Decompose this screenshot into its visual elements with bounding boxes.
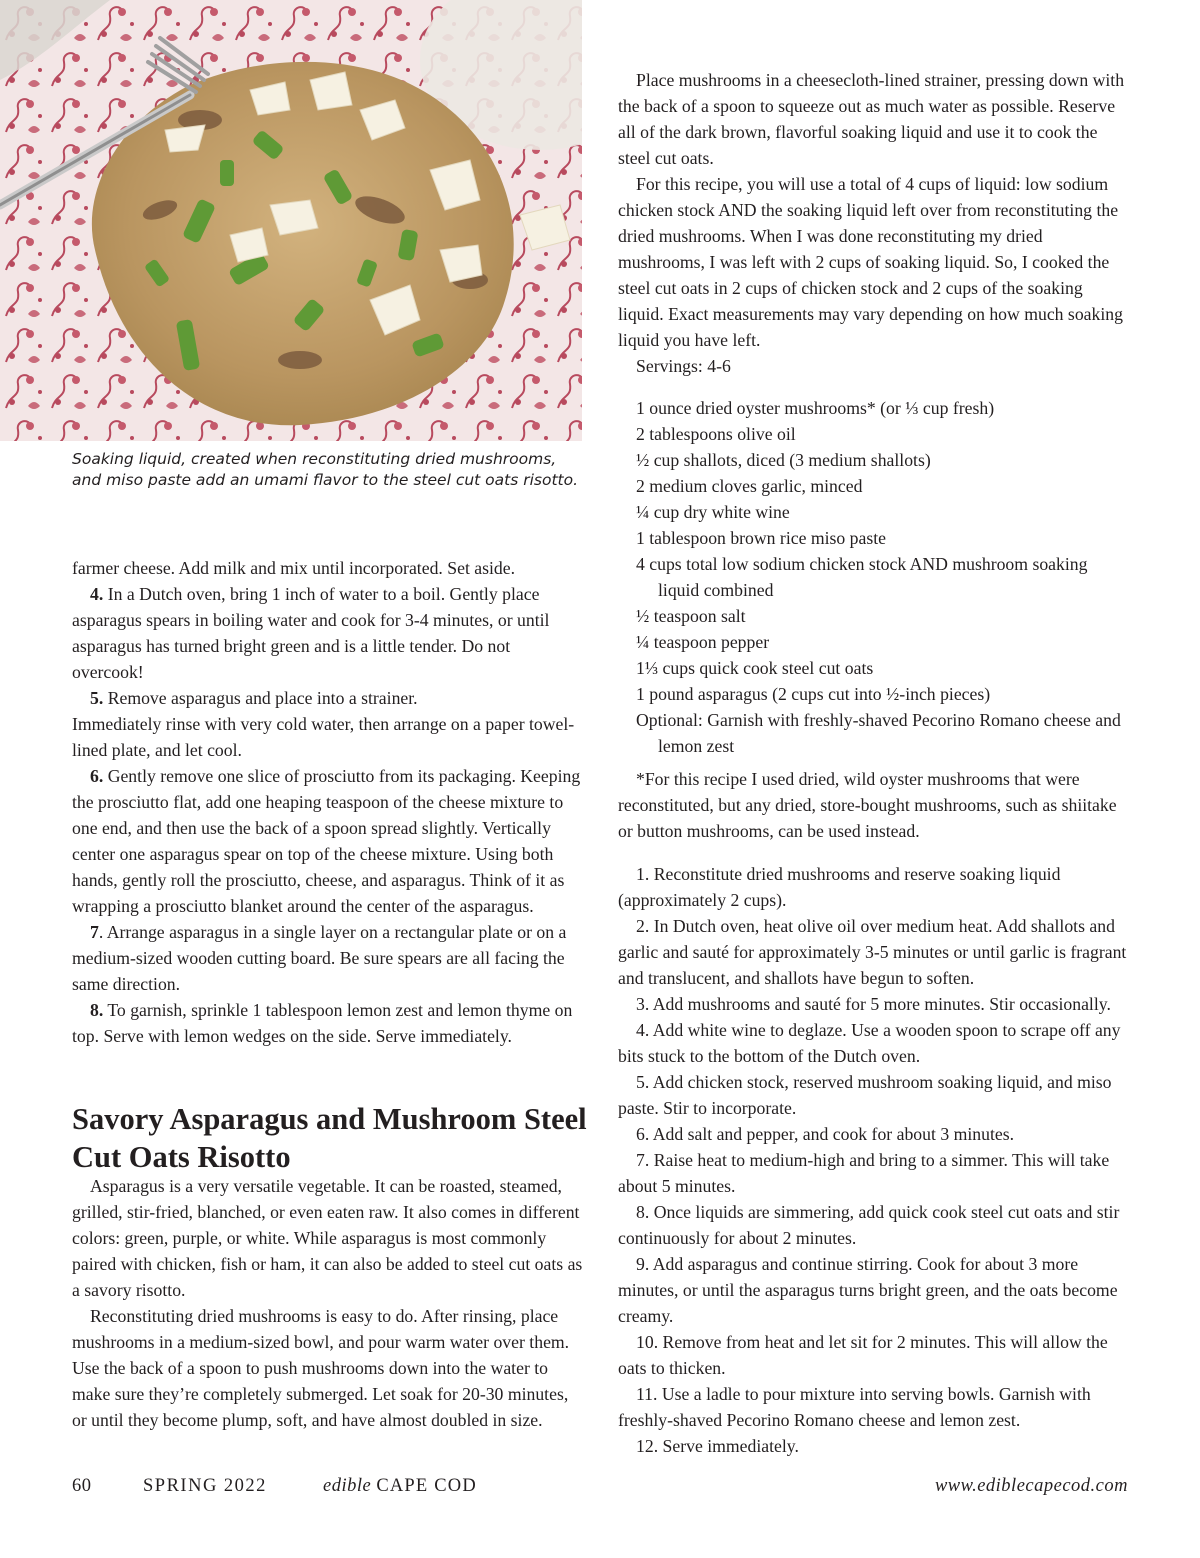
ingredient-item: 2 tablespoons olive oil (636, 424, 796, 444)
risotto-photo (0, 0, 582, 441)
recipe-intro-left (72, 1173, 584, 1433)
step-item: 3. Add mushrooms and sauté for 5 more minutes. Stir occasionally. (636, 994, 1111, 1014)
issue-label: SPRING 2022 (143, 1476, 267, 1496)
intro-paragraph: Asparagus is a very versatile vegetable. It can be roasted, steamed, grilled, stir-fried, blanched, or even eaten raw. It also comes in different colors: green, purple, or white. While asparagus is most commonly paired with chicken, fish or ham, it can also be added to steel cut oats as a savory risotto. (72, 1176, 583, 1300)
brand-rest: CAPE COD (376, 1476, 477, 1496)
instruction-step: 4. In a Dutch oven, bring 1 inch of water to a boil. Gently place asparagus spears in boiling water and cook for 3-4 minutes, or until asparagus has turned bright green and is a little tender. Do not overcook! (72, 584, 550, 682)
instruction-line: farmer cheese. Add milk and mix until incorporated. Set aside. (72, 558, 516, 578)
ingredient-item: 1 pound asparagus (2 cups cut into ½-inch pieces) (636, 684, 991, 704)
instruction-step: 6. Gently remove one slice of prosciutto from its packaging. Keeping the prosciutto flat, add one heaping teaspoon of the cheese mixture to one end, and then use the back of a spoon spread slightly. Vertically center one asparagus spear on top of the cheese mixture. Using both hands, gently roll the prosciutto, cheese, and asparagus. Think of it as wrapping a prosciutto blanket around the center of the asparagus. (72, 766, 581, 916)
ingredient-item: 1⅓ cups quick cook steel cut oats (636, 658, 874, 678)
intro-paragraph: For this recipe, you will use a total of 4 cups of liquid: low sodium chicken stock AND the soaking liquid left over from reconstituting the dried mushrooms. When I was done reconstituting my dried mushrooms, I was left with 2 cups of soaking liquid. So, I cooked the steel cut oats in 2 cups of chicken stock and 2 cups of the soaking liquid. Exact measurements may vary depending on how much soaking liquid you have left. (618, 174, 1123, 350)
page-number: 60 (72, 1476, 92, 1496)
ingredient-item: 2 medium cloves garlic, minced (636, 476, 863, 496)
step-item: 12. Serve immediately. (636, 1436, 799, 1456)
recipe-heading: Savory Asparagus and Mushroom Steel Cut Oats Risotto (72, 1102, 587, 1174)
magazine-name (323, 1474, 477, 1498)
brand-italic: edible (323, 1476, 372, 1496)
instruction-step: 8. To garnish, sprinkle 1 tablespoon lemon zest and lemon thyme on top. Serve with lemon wedges on the side. Serve immediately. (72, 1000, 573, 1046)
ingredient-list (618, 395, 1130, 759)
intro-paragraph: Reconstituting dried mushrooms is easy to do. After rinsing, place mushrooms in a medium-sized bowl, and pour warm water over them. Use the back of a spoon to push mushrooms down into the water to make sure they’re completely submerged. Let soak for 20-30 minutes, or until they become plump, soft, and have almost doubled in size. (72, 1306, 570, 1430)
ingredient-note (618, 766, 1130, 844)
step-item: 10. Remove from heat and let sit for 2 minutes. This will allow the oats to thicken. (618, 1332, 1108, 1378)
footnote: *For this recipe I used dried, wild oyster mushrooms that were reconstituted, but any dried, store-bought mushrooms, such as shiitake or button mushrooms, can be used instead. (618, 769, 1117, 841)
ingredient-item: 4 cups total low sodium chicken stock AND mushroom soaking liquid combined (636, 554, 1088, 600)
step-item: 11. Use a ladle to pour mixture into serving bowls. Garnish with freshly-shaved Pecorino Romano cheese and lemon zest. (618, 1384, 1091, 1430)
step-item: 6. Add salt and pepper, and cook for about 3 minutes. (636, 1124, 1015, 1144)
ingredient-item: ¼ teaspoon pepper (636, 632, 770, 652)
step-item: 7. Raise heat to medium-high and bring to a simmer. This will take about 5 minutes. (618, 1150, 1110, 1196)
ingredient-item: ½ cup shallots, diced (3 medium shallots) (636, 450, 931, 470)
servings: Servings: 4-6 (636, 356, 731, 376)
photo-caption: Soaking liquid, created when reconstituting dried mushrooms, and miso paste add an umami flavor to the steel cut oats risotto. (72, 450, 579, 489)
ingredient-item: 1 tablespoon brown rice miso paste (636, 528, 887, 548)
step-item: 1. Reconstitute dried mushrooms and reserve soaking liquid (approximately 2 cups). (618, 864, 1061, 910)
step-item: 5. Add chicken stock, reserved mushroom soaking liquid, and miso paste. Stir to incorporate. (618, 1072, 1112, 1118)
step-item: 9. Add asparagus and continue stirring. Cook for about 3 more minutes, or until the asparagus turns bright green, and the oats become creamy. (618, 1254, 1118, 1326)
step-item: 4. Add white wine to deglaze. Use a wooden spoon to scrape off any bits stuck to the bottom of the Dutch oven. (618, 1020, 1121, 1066)
intro-paragraph: Place mushrooms in a cheesecloth-lined strainer, pressing down with the back of a spoon to squeeze out as much water as possible. Reserve all of the dark brown, flavorful soaking liquid and use it to cook the steel cut oats. (618, 70, 1125, 168)
left-column-instructions (72, 555, 584, 1049)
ingredient-item: ½ teaspoon salt (636, 606, 746, 626)
ingredient-item: 1 ounce dried oyster mushrooms* (or ⅓ cup fresh) (636, 398, 995, 418)
ingredient-item: Optional: Garnish with freshly-shaved Pecorino Romano cheese and lemon zest (636, 710, 1121, 756)
step-item: 8. Once liquids are simmering, add quick cook steel cut oats and stir continuously for about 2 minutes. (618, 1202, 1120, 1248)
step-item: 2. In Dutch oven, heat olive oil over medium heat. Add shallots and garlic and sauté for approximately 3-5 minutes or until garlic is fragrant and translucent, and shallots have begun to soften. (618, 916, 1127, 988)
website-url: www.ediblecapecod.com (934, 1476, 1128, 1496)
recipe-steps (618, 861, 1130, 1459)
instruction-line: Immediately rinse with very cold water, then arrange on a paper towel-lined plate, and let cool. (72, 714, 575, 760)
ingredient-item: ¼ cup dry white wine (636, 502, 790, 522)
recipe-intro-right (618, 67, 1130, 379)
instruction-step: 7. Arrange asparagus in a single layer on a rectangular plate or on a medium-sized wooden cutting board. Be sure spears are all facing the same direction. (72, 922, 567, 994)
instruction-step: 5. Remove asparagus and place into a strainer. (90, 688, 418, 708)
